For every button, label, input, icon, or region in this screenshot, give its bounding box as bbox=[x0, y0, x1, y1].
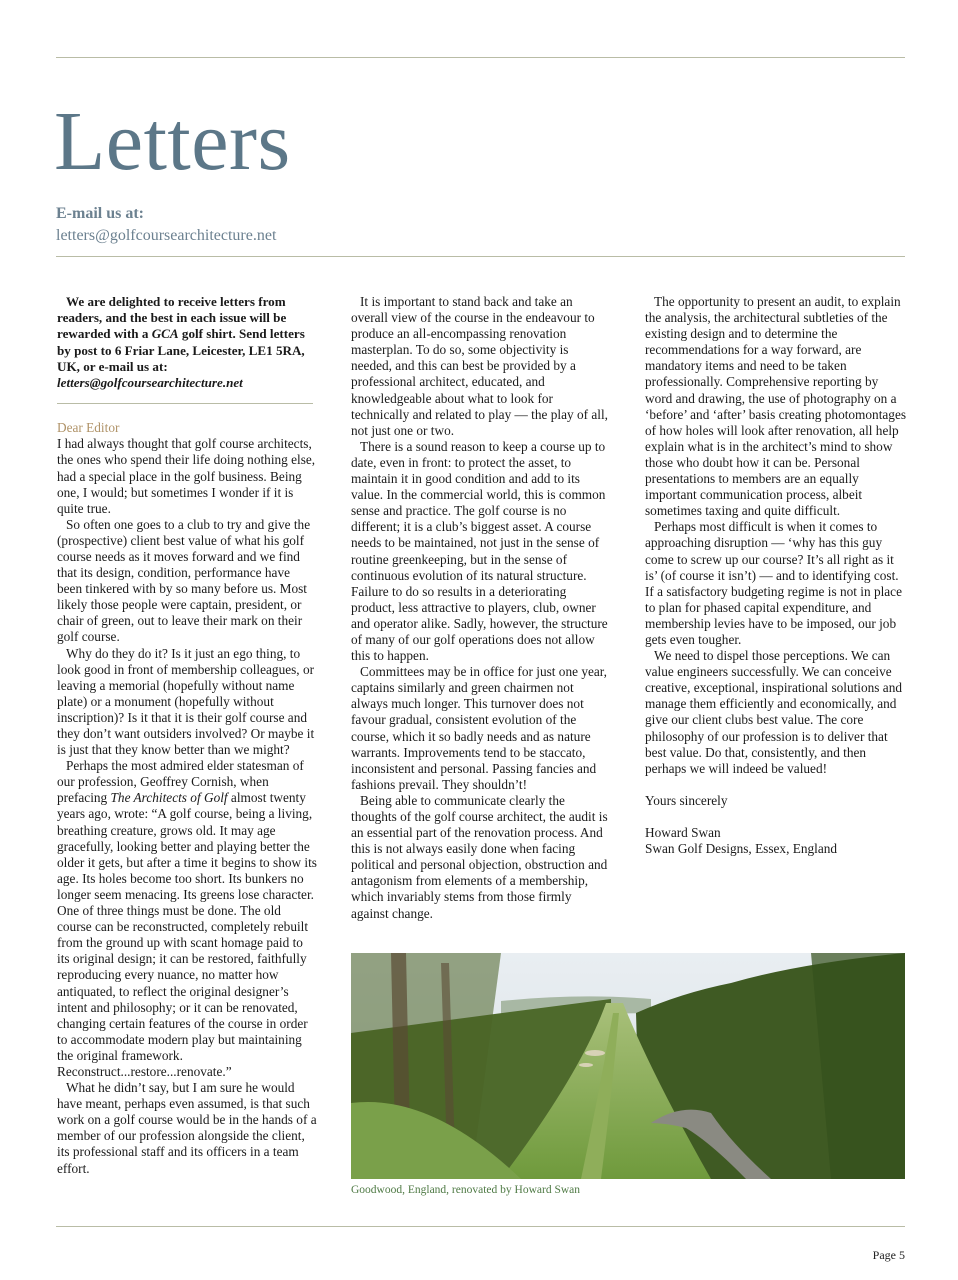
letter-paragraph: So often one goes to a club to try and give the (prospective) client best value of what his golf course needs as it moves forward and we find that its design, condition, performance have been tinkered with by so many before us. Most likely those people were captain, president, or chair of green, out to leave their mark on their golf course. bbox=[57, 516, 311, 645]
letter-paragraph: Why do they do it? Is it just an ego thing, to look good in front of membership colleagues, or leaving a memorial (hopefully without name plate) or a monument (hopefully without inscription)? Is it that it is their golf course and they don’t want outsiders involved? Or maybe it is just that they know better than we might? bbox=[57, 645, 315, 758]
letter-paragraph: It is important to stand back and take an overall view of the course in the endeavour to produce an all-encompassing renovation masterplan. To do so, some objectivity is needed, and this can best be provided by a professional architect, educated, and knowledgeable about what to look for technically and related to play — the play of all, not just one or two. bbox=[351, 294, 608, 438]
column-1 bbox=[57, 294, 317, 1177]
intro-divider bbox=[57, 403, 313, 404]
book-title: The Architects of Golf bbox=[110, 790, 228, 806]
letter-paragraph: There is a sound reason to keep a course up to date, even in front: to protect the asset, to maintain it in good condition and add to its value. In the commercial world, this is common sense and practice. The golf course is no different; it is a club’s biggest asset. A course needs to be maintained, not just in the sense of routine greenkeeping, but in the sense of continuous evolution of its natural structure. Failure to do so results in a deteriorating product, less attractive to players, club, owner and operator alike. Sadly, however, the structure of many of our golf operations does not allow this to happen. bbox=[351, 438, 608, 664]
footer-divider bbox=[56, 1226, 905, 1227]
golf-course-photo bbox=[351, 953, 905, 1179]
letter-paragraph: We need to dispel those perceptions. We can value engineers successfully. We can conceive creative, exceptional, inspirational solutions and manage them efficiently and economically, and give our client clubs best value. The core philosophy of our profession is to deliver that best value. Do that, consistently, and then perhaps we will indeed be valued! bbox=[645, 648, 902, 776]
top-divider bbox=[56, 57, 905, 58]
intro-text bbox=[57, 294, 317, 391]
letter-paragraph: The opportunity to present an audit, to explain the analysis, the architectural subtleties of the existing design and to determine the recommendations for a way forward, are mandatory items and need to be taken professionally. Comprehensive reporting by word and drawing, the use of photography on a ‘before’ and ‘after’ basis creating photomontages of how holes will look after renovation, all help explain what is in the architect’s mind to show those who doubt how it can be. Personal presentations to members are an equally important communication process, albeit sometimes taxing and quite difficult. bbox=[645, 294, 907, 519]
letter-paragraph: What he didn’t say, but I am sure he would have meant, perhaps even assumed, is that such work on a golf course would be in the hands of a member of our profession alongside the client, its professional staff and its officers in a team effort. bbox=[57, 1080, 317, 1176]
photo-caption: Goodwood, England, renovated by Howard Swan bbox=[351, 1184, 580, 1196]
letter-paragraph: Committees may be in office for just one year, captains similarly and green chairmen not always much longer. This turnover does not favour gradual, consistent evolution of the course, which it so badly needs and as nature warrants. Improvements tend to be staccato, inconsistent and personal. Passing fancies and fashions prevail. They shouldn’t! bbox=[351, 664, 607, 792]
column-3 bbox=[645, 294, 907, 857]
intro-email-link[interactable]: letters@golfcoursearchitecture.net bbox=[57, 375, 243, 391]
header-divider bbox=[56, 256, 905, 257]
paragraph-part: Perhaps the most admired elder statesman of our profession, Geoffrey Cornish, when prefacing bbox=[57, 758, 304, 806]
letter-paragraph: Being able to communicate clearly the thoughts of the golf course architect, the audit is an essential part of the renovation process. And this is not always easily done when facing political and personal objection, obstruction and antagonism from elements of a membership, which invariably stems from those firmly against change. bbox=[351, 792, 608, 921]
email-link[interactable]: letters@golfcoursearchitecture.net bbox=[56, 227, 277, 244]
salutation: Dear Editor bbox=[57, 420, 120, 436]
spacer bbox=[645, 809, 907, 825]
golf-course-illustration bbox=[351, 953, 905, 1179]
spacer bbox=[645, 777, 907, 793]
letter-paragraph: I had always thought that golf course architects, the ones who spend their life doing nothing else, had a special place in the golf business. Being one, I would; but sometimes I wonder if it is quite true. bbox=[57, 436, 316, 516]
author-affiliation: Swan Golf Designs, Essex, England bbox=[645, 841, 838, 856]
signoff: Yours sincerely bbox=[645, 792, 728, 808]
paragraph-part: almost twenty years ago, wrote: “A golf course, being a living, breathing creature, grows old. It may age gracefully, looking better and playing better the older it gets, but after a time it begins to show its age. Its holes become too short. Its bunkers no longer seem menacing. Its greens lose character. One of three things must be done. The old course can be reconstructed, completely rebuilt from the ground up with scant homage paid to its original design; it can be restored, faithfully reproducing every nuance, no matter how antiquated, to reflect the original designer’s intent and philosophy; or it can be renovated, changing certain features of the course in order to accommodate modern play but maintaining the original framework. Reconstruct...restore...renovate.” bbox=[57, 790, 317, 1079]
page-number: Page 5 bbox=[872, 1248, 905, 1262]
letter-paragraph bbox=[57, 758, 317, 1080]
letter-paragraph: Perhaps most difficult is when it comes to approaching disruption — ‘why has this guy come to screw up our course? It’s all right as it is’ (of course it isn’t) — and to identifying cost. If a satisfactory budgeting regime is not in place to plan for phased capital expenditure, and membership levies have to be imposed, our job gets even tougher. bbox=[645, 519, 902, 647]
intro-text-part: golf shirt. Send letters by post to 6 Friar Lane, Leicester, LE1 5RA, UK, or e-mail us at: bbox=[57, 326, 305, 374]
intro-text-part: We are delighted to receive letters from readers, and the best in each issue will be rewarded with a bbox=[57, 294, 287, 342]
email-label: E-mail us at: bbox=[56, 205, 144, 222]
magazine-name: GCA bbox=[151, 326, 179, 342]
column-2 bbox=[351, 294, 609, 922]
page-title: Letters bbox=[54, 95, 291, 188]
author-name: Howard Swan bbox=[645, 824, 721, 840]
